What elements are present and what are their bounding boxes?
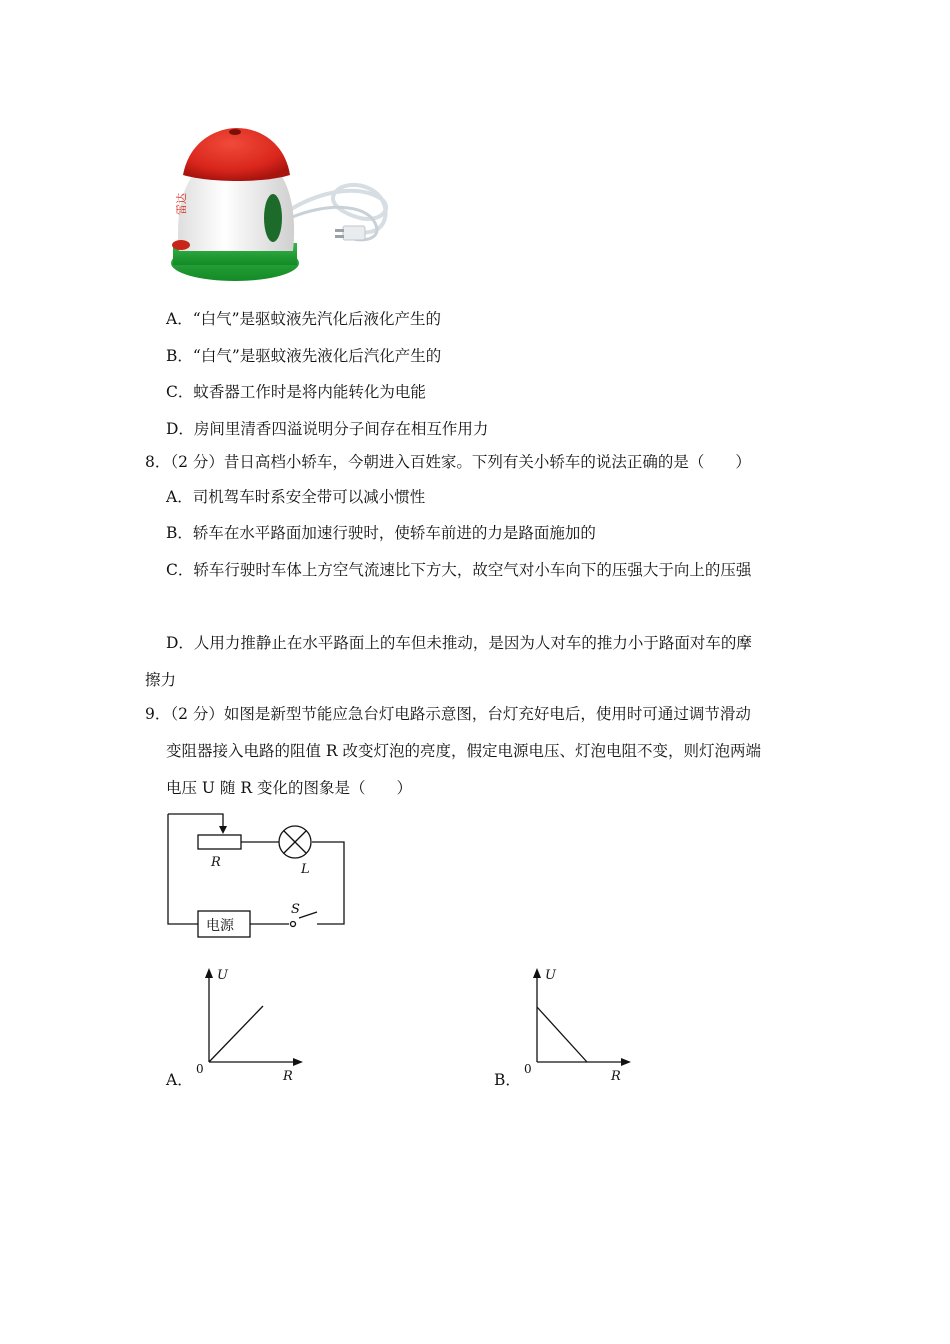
q9-stem-line-1: 9．（2 分）如图是新型节能应急台灯电路示意图，台灯充好电后，使用时可通过调节滑动: [145, 705, 751, 723]
graph-a-x-axis-label: R: [283, 1069, 293, 1084]
q8-option-d-continued: 擦力: [145, 671, 177, 689]
mosquito-repeller-photo: [165, 123, 397, 285]
q9-stem-line-3: 电压 U 随 R 变化的图象是（ ）: [166, 779, 412, 797]
graph-a-option-label: A．: [166, 1071, 193, 1089]
q7-option-b: B．“白气”是驱蚊液先液化后汽化产生的: [166, 347, 442, 365]
q8-option-a: A．司机驾车时系安全带可以减小惯性: [166, 488, 426, 506]
graph-b-origin-label: 0: [524, 1062, 532, 1076]
graph-b-x-axis-label: R: [611, 1069, 621, 1084]
q7-option-d: D．房间里清香四溢说明分子间存在相互作用力: [166, 420, 489, 438]
lamp-label: L: [301, 862, 310, 877]
graph-a-y-axis-label: U: [217, 968, 228, 983]
brand-text: 雷达: [175, 193, 188, 215]
power-source-label: 电源: [206, 918, 234, 934]
graph-b-y-axis-label: U: [545, 968, 556, 983]
q7-option-a: A．“白气”是驱蚊液先汽化后液化产生的: [166, 310, 442, 328]
q7-option-c: C．蚊香器工作时是将内能转化为电能: [166, 383, 426, 401]
resistor-label: R: [211, 855, 221, 870]
graph-b-option-label: B．: [494, 1071, 521, 1089]
q8-option-b: B．轿车在水平路面加速行驶时，使轿车前进的力是路面施加的: [166, 524, 596, 542]
graph-a-origin-label: 0: [196, 1062, 204, 1076]
graph-b: [524, 966, 634, 1084]
q8-option-c: C．轿车行驶时车体上方空气流速比下方大，故空气对小车向下的压强大于向上的压强: [166, 561, 752, 579]
q8-stem: 8．（2 分）昔日高档小轿车，今朝进入百姓家。下列有关小轿车的说法正确的是（ ）: [145, 453, 751, 471]
q9-stem-line-2: 变阻器接入电路的阻值 R 改变灯泡的亮度，假定电源电压、灯泡电阻不变，则灯泡两端: [166, 742, 762, 760]
switch-label: S: [291, 902, 300, 917]
q8-option-d: D．人用力推静止在水平路面上的车但未推动，是因为人对车的推力小于路面对车的摩: [166, 634, 752, 652]
circuit-diagram: [165, 808, 355, 938]
graph-a: [196, 966, 306, 1084]
